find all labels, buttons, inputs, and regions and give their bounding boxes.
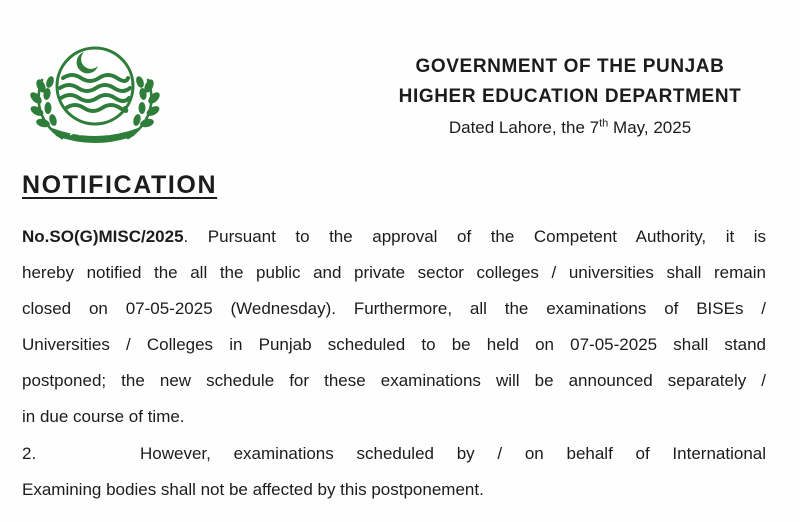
punjab-government-emblem-icon [22, 36, 168, 146]
department-name: HIGHER EDUCATION DEPARTMENT [398, 86, 742, 107]
government-name: GOVERNMENT OF THE PUNJAB [415, 56, 725, 77]
paragraph-1-line-1-text: . Pursuant to the approval of the Competent Authority, it is [183, 227, 766, 246]
paragraph-1-line-5: postponed; the new schedule for these examinations will be announced separately / [22, 371, 766, 390]
paragraph-2-line-1-text: However, examinations scheduled by / on behalf of International [140, 444, 766, 463]
dated-line [360, 113, 780, 143]
paragraph-1-line-3: closed on 07-05-2025 (Wednesday). Furthermore, all the examinations of BISEs / [22, 299, 766, 318]
paragraph-1-line-4: Universities / Colleges in Punjab scheduled to be held on 07-05-2025 shall stand [22, 335, 766, 354]
paragraph-2-line-2: Examining bodies shall not be affected by this postponement. [22, 480, 484, 499]
paragraph-2-line-1 [22, 436, 766, 472]
notification-reference-number: No.SO(G)MISC/2025 [22, 227, 184, 246]
date-superscript: th [599, 117, 609, 130]
paragraph-1-line-6: in due course of time. [22, 407, 185, 426]
paragraph-2 [22, 436, 766, 508]
date-suffix: May, 2025 [608, 118, 692, 137]
paragraph-number: 2. [22, 444, 37, 463]
letterhead [360, 52, 780, 143]
date-prefix: Dated Lahore, the 7 [448, 118, 600, 137]
notification-title: NOTIFICATION [22, 171, 218, 199]
paragraph-1-line-1 [22, 219, 766, 255]
paragraph-1 [22, 219, 766, 435]
paragraph-1-line-2: hereby notified the all the public and private sector colleges / universities shall remain [22, 263, 766, 282]
